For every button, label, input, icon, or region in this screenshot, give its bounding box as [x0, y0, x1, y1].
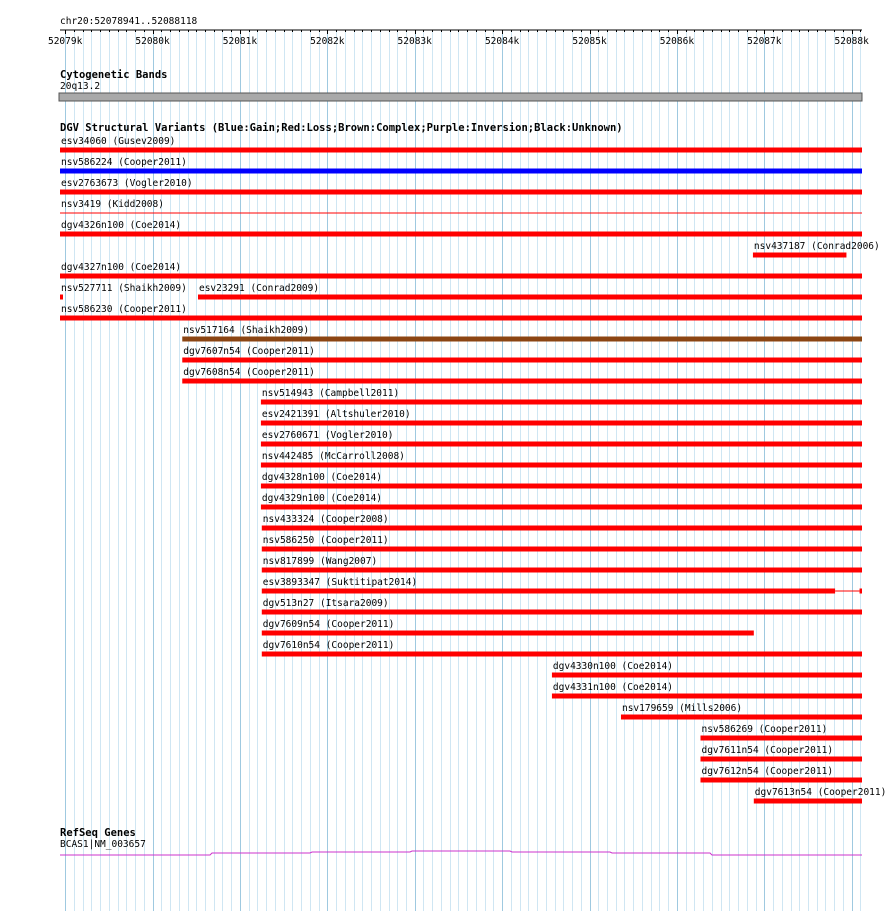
sv-feature-bar[interactable]: [60, 274, 862, 279]
sv-feature[interactable]: [261, 430, 862, 447]
dgv-rows: [60, 136, 886, 804]
sv-feature[interactable]: [262, 514, 862, 531]
ruler-tick-label: 52087k: [747, 36, 782, 47]
sv-feature[interactable]: [552, 682, 862, 699]
sv-feature-bar[interactable]: [261, 463, 862, 468]
sv-feature-bar[interactable]: [262, 526, 862, 531]
sv-feature-label: esv34060 (Gusev2009): [61, 136, 176, 147]
sv-feature-label: nsv3419 (Kidd2008): [61, 199, 164, 210]
sv-feature-bar[interactable]: [753, 253, 847, 258]
sv-feature-label: nsv442485 (McCarroll2008): [261, 451, 405, 462]
sv-feature-bar[interactable]: [700, 778, 862, 783]
sv-feature-label: dgv7612n54 (Cooper2011): [701, 766, 834, 777]
sv-feature-bar[interactable]: [860, 589, 862, 594]
sv-feature-label: nsv527711 (Shaikh2009): [61, 283, 187, 294]
sv-feature-bar[interactable]: [60, 232, 862, 237]
sv-feature-label: dgv7613n54 (Cooper2011): [754, 787, 887, 798]
sv-feature-bar[interactable]: [60, 213, 862, 214]
sv-feature-label: dgv4331n100 (Coe2014): [552, 682, 674, 693]
sv-feature-bar[interactable]: [60, 169, 862, 174]
ruler-tick-label: 52085k: [572, 36, 607, 47]
sv-feature[interactable]: [60, 157, 862, 174]
sv-feature-label: dgv4326n100 (Coe2014): [61, 220, 182, 231]
sv-feature-bar[interactable]: [198, 295, 862, 300]
sv-feature-bar[interactable]: [262, 610, 862, 615]
sv-feature-label: dgv7610n54 (Cooper2011): [262, 640, 395, 651]
sv-feature[interactable]: [198, 283, 862, 300]
sv-feature-label: dgv513n27 (Itsara2009): [262, 598, 389, 609]
sv-feature-label: nsv586250 (Cooper2011): [262, 535, 389, 546]
sv-feature-label: dgv4328n100 (Coe2014): [261, 472, 383, 483]
ruler-tick-label: 52081k: [222, 36, 258, 47]
dgv-track-title: DGV Structural Variants (Blue:Gain;Red:Loss;Brown:Complex;Purple:Inversion;Black:Unknown): [60, 122, 623, 134]
sv-feature-bar[interactable]: [262, 547, 862, 552]
ruler-tick-label: 52088k: [834, 36, 869, 47]
sv-feature-bar[interactable]: [754, 799, 862, 804]
sv-feature[interactable]: [262, 577, 862, 594]
sv-feature-bar[interactable]: [262, 652, 862, 657]
sv-feature[interactable]: [700, 745, 862, 762]
sv-feature-label: esv2421391 (Altshuler2010): [261, 409, 411, 420]
sv-feature[interactable]: [182, 346, 862, 363]
refseq-gene-label: BCAS1|NM_003657: [60, 839, 146, 850]
sv-feature-label: nsv586230 (Cooper2011): [61, 304, 187, 315]
sv-feature-label: dgv7611n54 (Cooper2011): [701, 745, 834, 756]
ruler-tick-label: 52079k: [47, 36, 83, 47]
sv-feature-label: nsv517164 (Shaikh2009): [183, 325, 310, 336]
sv-feature-bar[interactable]: [261, 442, 862, 447]
sv-feature[interactable]: [262, 640, 862, 657]
sv-feature[interactable]: [552, 661, 862, 678]
sv-feature-label: dgv7609n54 (Cooper2011): [262, 619, 395, 630]
sv-feature-label: esv2760671 (Vogler2010): [261, 430, 394, 441]
sv-feature-bar[interactable]: [182, 337, 862, 342]
sv-feature-bar[interactable]: [182, 358, 862, 363]
refseq-track-title: RefSeq Genes: [60, 827, 136, 839]
sv-feature[interactable]: [754, 787, 887, 804]
region-label: chr20:52078941..52088118: [60, 16, 198, 27]
sv-feature-label: dgv4330n100 (Coe2014): [552, 661, 674, 672]
sv-feature[interactable]: [262, 598, 862, 615]
sv-feature[interactable]: [261, 472, 862, 489]
sv-feature-label: esv3893347 (Suktitipat2014): [262, 577, 418, 588]
sv-feature-label: nsv514943 (Campbell2011): [261, 388, 400, 399]
sv-feature-label: esv23291 (Conrad2009): [198, 283, 320, 294]
cytoband-label: 20q13.2: [60, 81, 101, 92]
sv-feature[interactable]: [262, 535, 862, 552]
sv-feature-bar[interactable]: [552, 673, 862, 678]
sv-feature-bar[interactable]: [552, 694, 862, 699]
refseq-gene-line[interactable]: [60, 851, 862, 855]
sv-feature-bar[interactable]: [261, 484, 862, 489]
sv-feature-bar[interactable]: [261, 505, 862, 510]
sv-feature-bar[interactable]: [700, 736, 862, 741]
sv-feature-label: esv2763673 (Vogler2010): [61, 178, 193, 189]
sv-feature[interactable]: [60, 304, 862, 321]
dgv-track: [60, 122, 886, 804]
sv-feature[interactable]: [60, 262, 862, 279]
refseq-track: [60, 827, 862, 855]
sv-feature[interactable]: [262, 556, 862, 573]
sv-feature[interactable]: [261, 409, 862, 426]
sv-feature-bar[interactable]: [60, 295, 63, 300]
sv-feature-bar[interactable]: [182, 379, 862, 384]
sv-feature[interactable]: [60, 220, 862, 237]
cytoband-bar[interactable]: [59, 93, 862, 101]
sv-feature-label: dgv4329n100 (Coe2014): [261, 493, 383, 504]
sv-feature-bar[interactable]: [60, 190, 862, 195]
cytoband-track-title: Cytogenetic Bands: [60, 69, 168, 81]
sv-feature[interactable]: [700, 766, 862, 783]
sv-feature-bar[interactable]: [60, 148, 862, 153]
sv-feature-bar[interactable]: [262, 631, 754, 636]
sv-feature-label: dgv7607n54 (Cooper2011): [183, 346, 315, 357]
sv-feature[interactable]: [60, 178, 862, 195]
sv-feature-label: dgv7608n54 (Cooper2011): [183, 367, 315, 378]
sv-feature-label: nsv179659 (Mills2006): [621, 703, 743, 714]
sv-feature[interactable]: [60, 136, 862, 153]
sv-feature-label: nsv433324 (Cooper2008): [262, 514, 389, 525]
sv-feature-bar[interactable]: [621, 715, 862, 720]
sv-feature-label: nsv586269 (Cooper2011): [701, 724, 828, 735]
sv-feature[interactable]: [261, 451, 862, 468]
ruler-tick-label: 52080k: [135, 36, 170, 47]
sv-feature[interactable]: [262, 619, 754, 636]
sv-feature[interactable]: [60, 199, 862, 214]
ruler-tick-label: 52083k: [397, 36, 432, 47]
sv-feature[interactable]: [261, 388, 862, 405]
sv-feature-label: nsv437187 (Conrad2006): [753, 241, 880, 252]
sv-feature-bar[interactable]: [261, 421, 862, 426]
sv-feature[interactable]: [261, 493, 862, 510]
ruler-tick-label: 52082k: [310, 36, 345, 47]
sv-feature-bar[interactable]: [262, 568, 862, 573]
sv-feature-label: nsv586224 (Cooper2011): [61, 157, 187, 168]
sv-feature[interactable]: [60, 283, 187, 300]
sv-feature-bar[interactable]: [262, 589, 835, 594]
sv-feature-bar[interactable]: [700, 757, 862, 762]
sv-feature[interactable]: [700, 724, 862, 741]
sv-feature[interactable]: [182, 325, 862, 342]
sv-feature-label: dgv4327n100 (Coe2014): [61, 262, 182, 273]
sv-feature[interactable]: [182, 367, 862, 384]
ruler-tick-label: 52086k: [659, 36, 695, 47]
ruler-tick-label: 52084k: [484, 36, 520, 47]
sv-feature-bar[interactable]: [60, 316, 862, 321]
sv-feature-label: nsv817899 (Wang2007): [262, 556, 378, 567]
sv-feature-bar[interactable]: [261, 400, 862, 405]
